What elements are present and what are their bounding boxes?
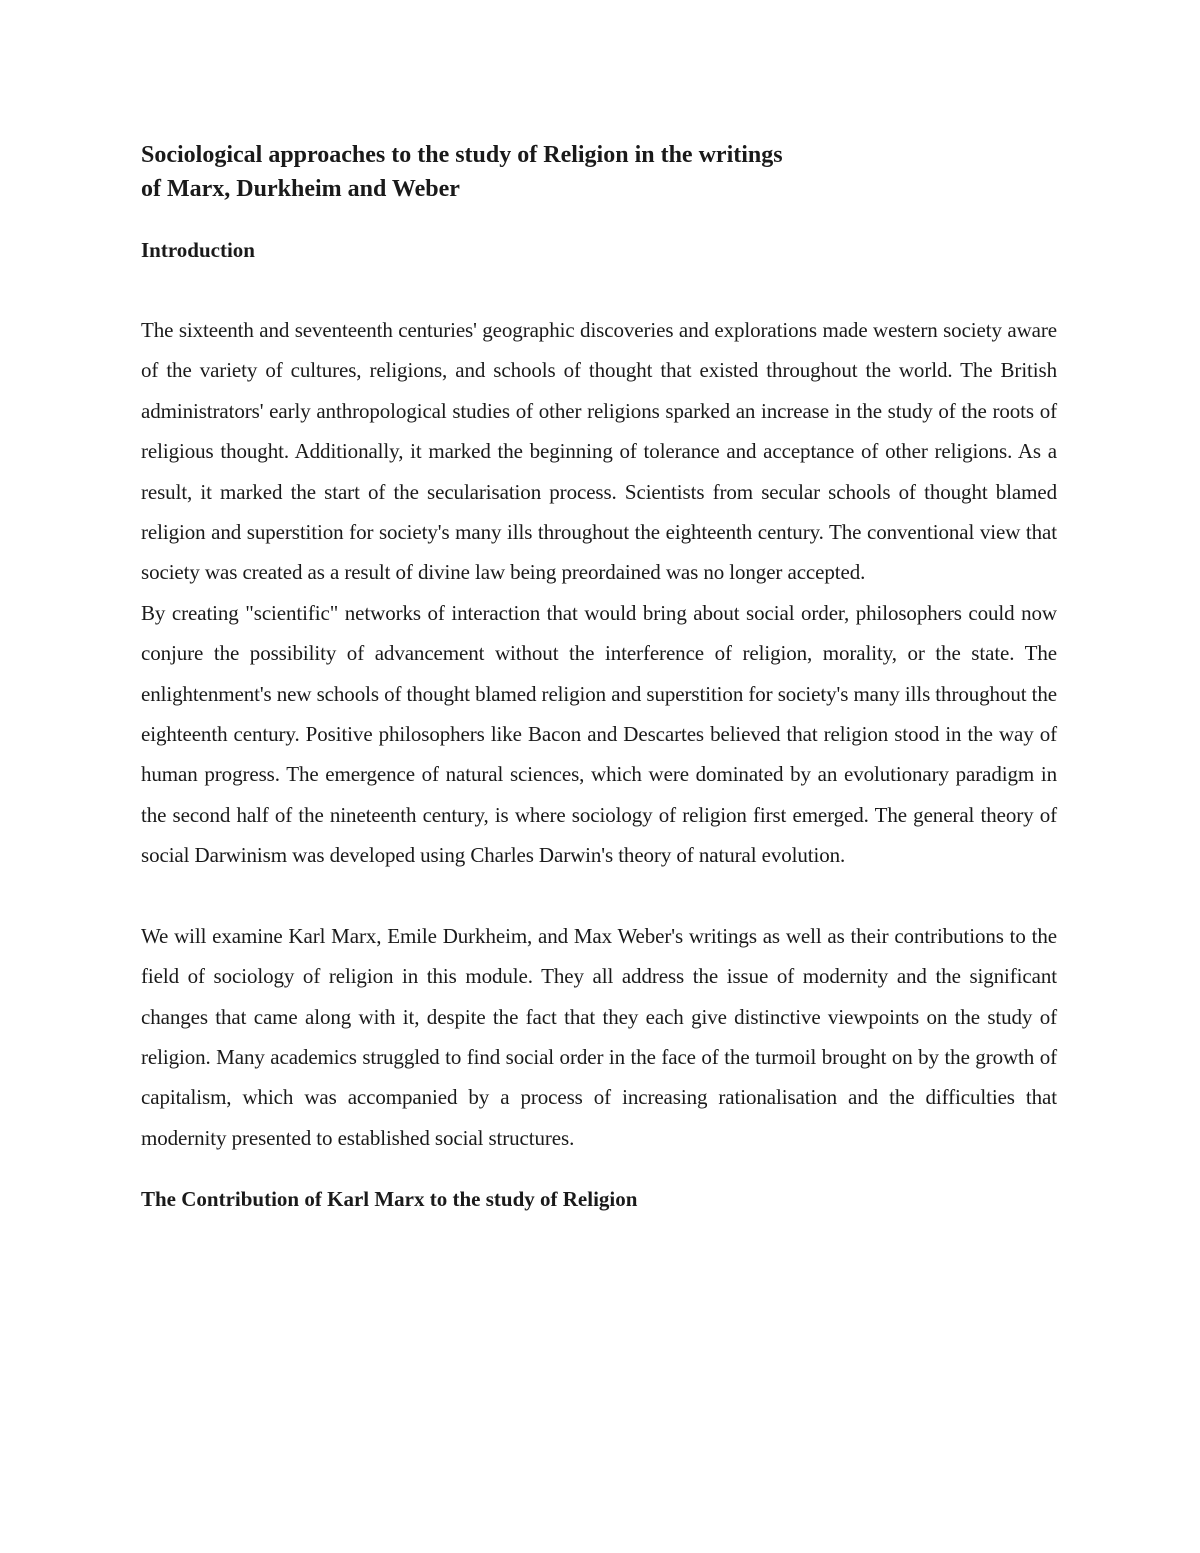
document-page — [141, 138, 1057, 1214]
document-title — [141, 138, 1057, 206]
paragraph-intro-1: The sixteenth and seventeenth centuries' geographic discoveries and explorations made western society aware of the variety of cultures, religions, and schools of thought that existed throughout the world. The British administrators' early anthropological studies of other religions sparked an increase in the study of the roots of religious thought. Additionally, it marked the beginning of tolerance and acceptance of other religions. As a result, it marked the start of the secularisation process. Scientists from secular schools of thought blamed religion and superstition for society's many ills throughout the eighteenth century. The conventional view that society was created as a result of divine law being preordained was no longer accepted. — [141, 318, 1057, 585]
document-title-line-1: Sociological approaches to the study of Religion in the writings — [141, 142, 783, 168]
document-title-line-2: of Marx, Durkheim and Weber — [141, 176, 460, 202]
heading-introduction: Introduction — [141, 238, 255, 262]
paragraph-intro-3: We will examine Karl Marx, Emile Durkheim, and Max Weber's writings as well as their contributions to the field of sociology of religion in this module. They all address the issue of modernity and the significant changes that came along with it, despite the fact that they each give distinctive viewpoints on the study of religion. Many academics struggled to find social order in the face of the turmoil brought on by the growth of capitalism, which was accompanied by a process of increasing rationalisation and the difficulties that modernity presented to established social structures. — [141, 923, 1057, 1150]
heading-marx-contribution: The Contribution of Karl Marx to the study of Religion — [141, 1187, 638, 1212]
paragraph-intro-2: By creating "scientific" networks of interaction that would bring about social order, philosophers could now conjure the possibility of advancement without the interference of religion, morality, or the state. The enlightenment's new schools of thought blamed religion and superstition for society's many ills throughout the eighteenth century. Positive philosophers like Bacon and Descartes believed that religion stood in the way of human progress. The emergence of natural sciences, which were dominated by an evolutionary paradigm in the second half of the nineteenth century, is where sociology of religion first emerged. The general theory of social Darwinism was developed using Charles Darwin's theory of natural evolution. — [141, 600, 1057, 868]
